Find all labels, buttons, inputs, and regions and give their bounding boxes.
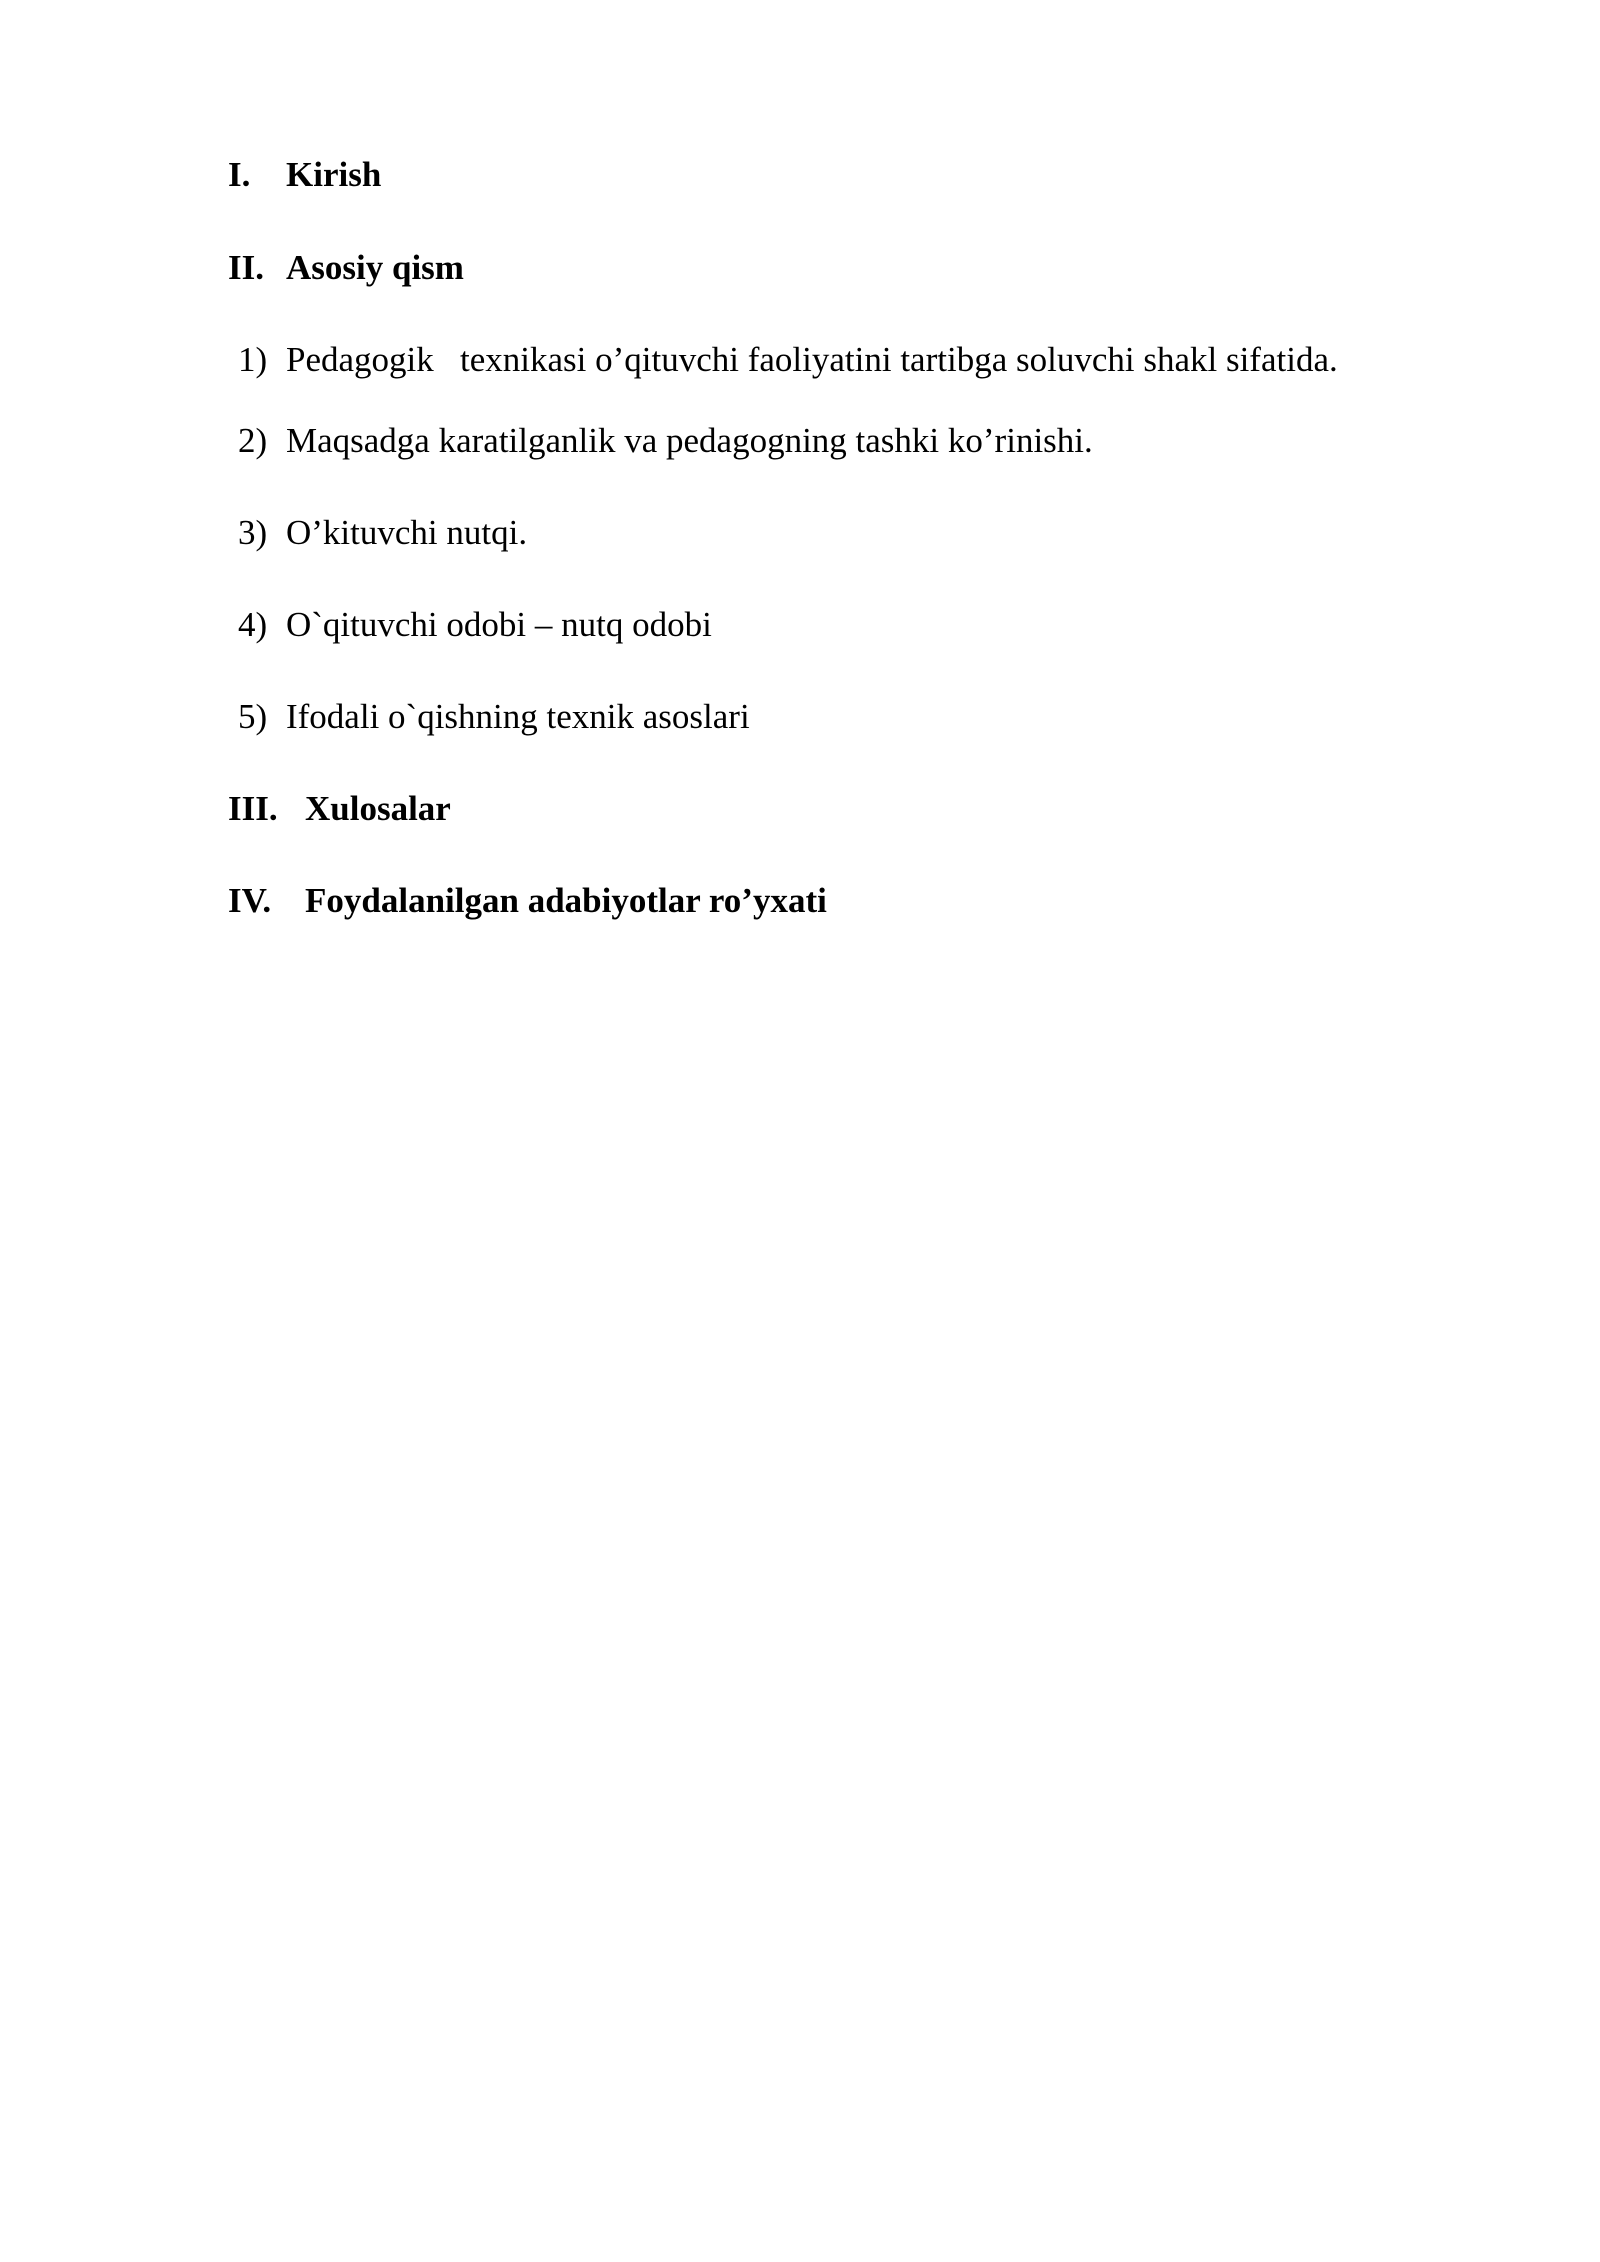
- section-heading-adabiyotlar: [228, 879, 827, 1055]
- section-title: Kirish: [286, 155, 382, 194]
- section-title: Asosiy qism: [286, 248, 464, 287]
- section-title: Foydalanilgan adabiyotlar ro’yxati: [305, 881, 827, 920]
- subsection-number: 5): [238, 697, 268, 736]
- subsection-number: 4): [238, 605, 268, 644]
- subsection-title: Pedagogik texnikasi o’qituvchi faoliyatini tartibga soluvchi shakl sifatida.: [286, 340, 1338, 379]
- subsection-number: 1): [238, 340, 268, 379]
- subsection-title: Ifodali o`qishning texnik asoslari: [286, 697, 750, 736]
- subsection-number: 3): [238, 513, 268, 552]
- subsection-number: 2): [238, 421, 268, 460]
- subsection-title: Maqsadga karatilganlik va pedagogning tashki ko’rinishi.: [286, 421, 1093, 460]
- subsection-title: O`qituvchi odobi – nutq odobi: [286, 605, 712, 644]
- section-number: I.: [228, 155, 251, 194]
- subsection-title: O’kituvchi nutqi.: [286, 513, 528, 552]
- section-title: Xulosalar: [305, 789, 451, 828]
- section-number: IV.: [228, 881, 272, 920]
- section-number: II.: [228, 248, 264, 287]
- section-number: III.: [228, 789, 278, 828]
